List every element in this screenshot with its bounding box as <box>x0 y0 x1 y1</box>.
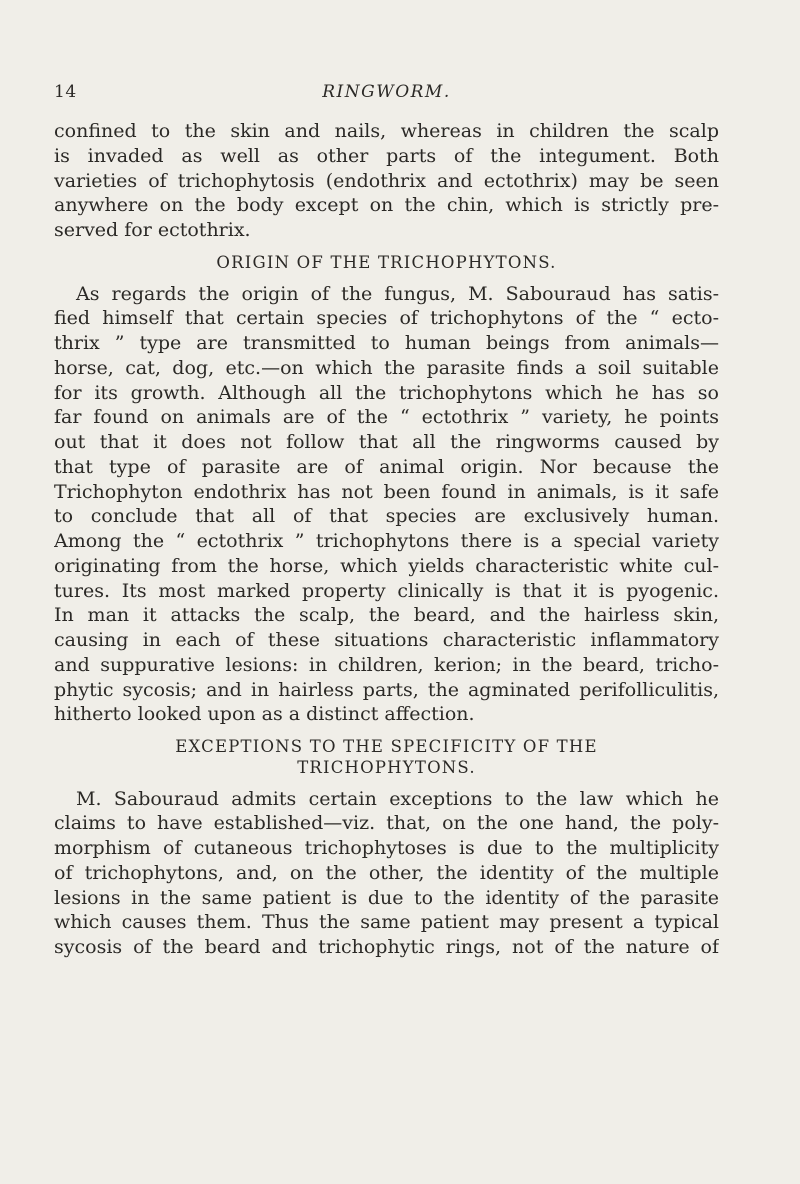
text-line: morphism of cutaneous trichophytoses is due to the multiplicity <box>54 837 719 859</box>
body-text <box>54 119 719 960</box>
text-line: confined to the skin and nails, whereas in children the scalp <box>54 120 719 142</box>
text-line: varieties of trichophytosis (endothrix and ectothrix) may be seen <box>54 169 719 192</box>
text-line: hitherto looked upon as a distinct affection. <box>54 703 475 726</box>
text-line: originating from the horse, which yields characteristic white cul- <box>54 554 719 577</box>
page-number: 14 <box>54 82 77 102</box>
text-line: and suppurative lesions: in children, kerion; in the beard, tricho- <box>54 653 719 676</box>
section-heading-origin: ORIGIN OF THE TRICHOPHYTONS. <box>216 252 557 272</box>
running-head <box>54 80 719 106</box>
text-line: phytic sycosis; and in hairless parts, the agminated perifolliculitis, <box>54 678 719 701</box>
origin-paragraph <box>54 282 719 728</box>
text-line: sycosis of the beard and trichophytic rings, not of the nature of <box>54 936 719 958</box>
text-line: lesions in the same patient is due to the identity of the parasite <box>54 886 719 909</box>
exceptions-paragraph <box>54 787 719 960</box>
text-line: that type of parasite are of animal origin. Nor because the <box>54 455 719 478</box>
text-line: to conclude that all of that species are exclusively human. <box>54 505 719 528</box>
text-line: claims to have established—viz. that, on the one hand, the poly- <box>54 812 719 835</box>
text-line: is invaded as well as other parts of the integument. Both <box>54 144 719 167</box>
text-line: anywhere on the body except on the chin, which is strictly pre- <box>54 194 719 217</box>
section-heading-exceptions: EXCEPTIONS TO THE SPECIFICITY OF THE <box>175 737 598 756</box>
text-line: In man it attacks the scalp, the beard, and the hairless skin, <box>54 604 719 627</box>
text-line: thrix ” type are transmitted to human beings from animals— <box>54 332 719 354</box>
text-line: M. Sabouraud admits certain exceptions to the law which he <box>76 787 719 810</box>
text-line: horse, cat, dog, etc.—on which the parasite finds a soil suitable <box>54 356 719 379</box>
text-line: causing in each of these situations characteristic inflammatory <box>54 629 719 651</box>
text-line: As regards the origin of the fungus, M. Sabouraud has satis- <box>76 282 719 305</box>
text-line: served for ectothrix. <box>54 219 251 241</box>
running-title: RINGWORM. <box>322 82 451 102</box>
text-line: which causes them. Thus the same patient may present a typical <box>54 911 719 934</box>
text-line: far found on animals are of the “ ectothrix ” variety, he points <box>54 406 719 429</box>
text-line: Among the “ ectothrix ” trichophytons there is a special variety <box>54 530 719 552</box>
text-line: of trichophytons, and, on the other, the identity of the multiple <box>54 861 719 884</box>
text-line: for its growth. Although all the trichophytons which he has so <box>54 381 719 404</box>
text-line: Trichophyton endothrix has not been found in animals, is it safe <box>54 480 719 503</box>
text-line: out that it does not follow that all the ringworms caused by <box>54 431 719 453</box>
section-heading-exceptions-continued: TRICHOPHYTONS. <box>297 757 476 777</box>
continuation-paragraph <box>54 119 719 243</box>
text-line: tures. Its most marked property clinically is that it is pyogenic. <box>54 579 719 602</box>
text-line: fied himself that certain species of trichophytons of the “ ecto- <box>54 307 719 330</box>
